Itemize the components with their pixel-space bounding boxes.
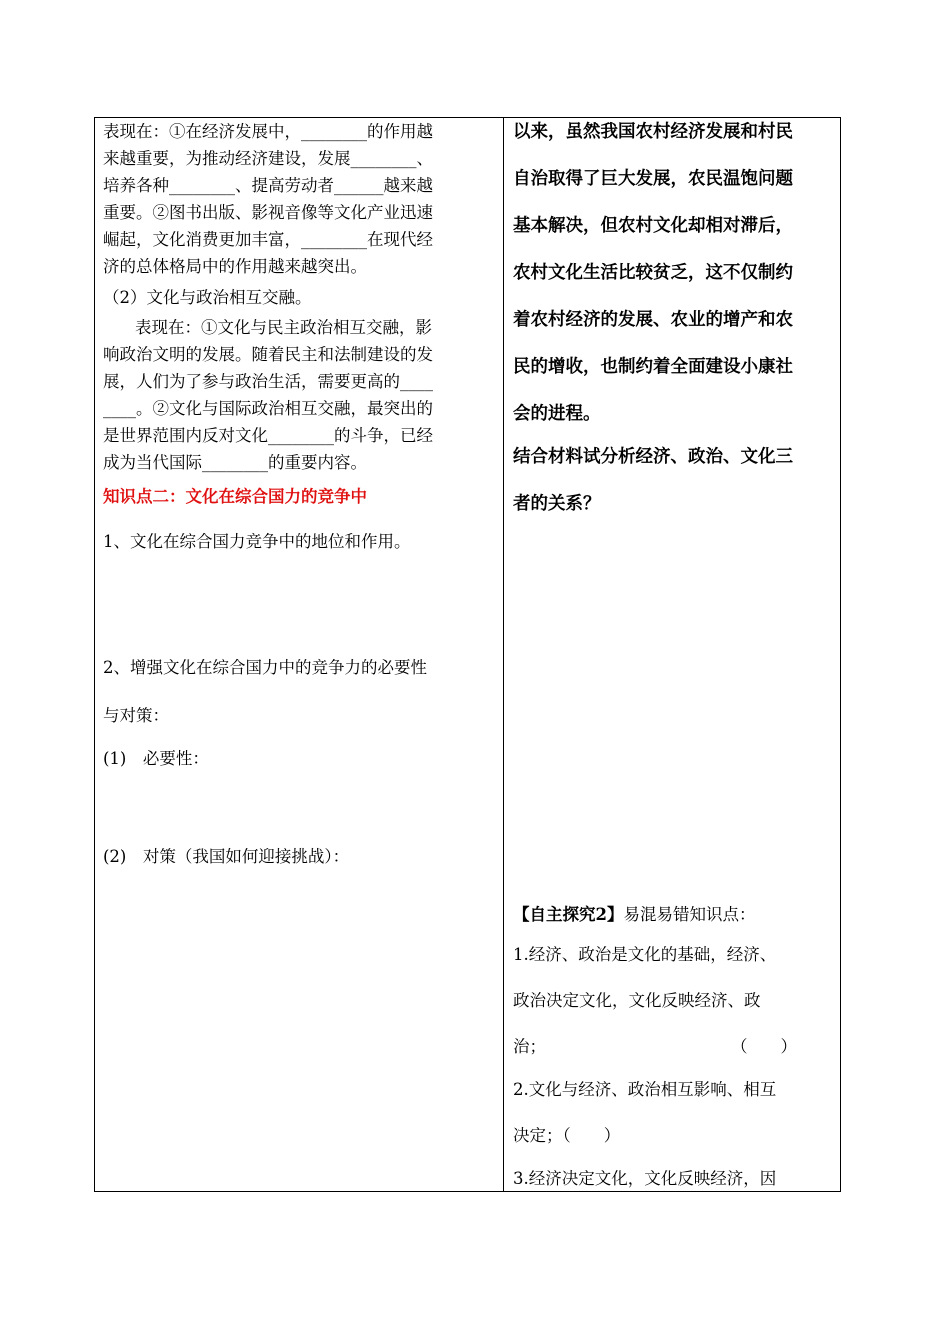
item-line: 治； xyxy=(513,1037,546,1056)
material-line: 以来，虽然我国农村经济发展和村民 xyxy=(513,122,793,142)
text-line: 崛起，文化消费更加丰富，________在现代经 xyxy=(103,230,433,249)
item-line: 政治决定文化，文化反映经济、政 xyxy=(513,991,761,1010)
question-2-b: (2) 对策（我国如何迎接挑战）： xyxy=(103,847,350,866)
material-line: 会的进程。 xyxy=(513,404,601,424)
material-line: 基本解决，但农村文化却相对滞后， xyxy=(513,216,793,236)
item-line: 1.经济、政治是文化的基础，经济、 xyxy=(513,945,777,964)
item-line: 2.文化与经济、政治相互影响、相互 xyxy=(513,1080,777,1099)
text-line: 是世界范围内反对文化________的斗争，已经 xyxy=(103,426,433,445)
material-line: 自治取得了巨大发展，农民温饱问题 xyxy=(513,169,793,189)
explore-heading-bold: 【自主探究2】 xyxy=(513,905,624,924)
text-line: 来越重要，为推动经济建设，发展________、 xyxy=(103,149,433,168)
material-line: 农村文化生活比较贫乏，这不仅制约 xyxy=(513,263,793,283)
column-divider xyxy=(503,118,504,1191)
text-line: 表现在：①文化与民主政治相互交融，影 xyxy=(135,318,432,337)
text-line: 响政治文明的发展。随着民主和法制建设的发 xyxy=(103,345,433,364)
material-line: 民的增收，也制约着全面建设小康社 xyxy=(513,357,793,377)
question-line: 结合材料试分析经济、政治、文化三 xyxy=(513,447,793,467)
question-line: 者的关系？ xyxy=(513,494,601,514)
item-line: 3.经济决定文化，文化反映经济，因 xyxy=(513,1169,777,1188)
question-2-cont: 与对策： xyxy=(103,706,169,725)
question-1: 1、文化在综合国力竞争中的地位和作用。 xyxy=(103,532,411,551)
subheading: （2）文化与政治相互交融。 xyxy=(103,288,312,307)
text-line: 成为当代国际________的重要内容。 xyxy=(103,453,367,472)
text-line: 重要。②图书出版、影视音像等文化产业迅速 xyxy=(103,203,433,222)
explore-heading-rest: 易混易错知识点： xyxy=(623,905,756,924)
item-line: 决定；（ ） xyxy=(513,1126,621,1145)
question-2: 2、增强文化在综合国力中的竞争力的必要性 xyxy=(103,658,427,677)
section-title: 知识点二：文化在综合国力的竞争中 xyxy=(103,487,367,506)
answer-paren: （ ） xyxy=(731,1037,797,1056)
text-line: 表现在：①在经济发展中，________的作用越 xyxy=(103,122,433,141)
question-2-a: (1) 必要性： xyxy=(103,749,209,768)
worksheet-table xyxy=(94,117,841,1192)
left-column xyxy=(103,118,495,1191)
text-line: ____。②文化与国际政治相互交融，最突出的 xyxy=(103,399,433,418)
right-column xyxy=(513,118,833,1191)
material-line: 着农村经济的发展、农业的增产和农 xyxy=(513,310,793,330)
text-line: 培养各种________、提高劳动者______越来越 xyxy=(103,176,433,195)
explore-heading xyxy=(513,907,755,924)
text-line: 展，人们为了参与政治生活，需要更高的____ xyxy=(103,372,433,391)
text-line: 济的总体格局中的作用越来越突出。 xyxy=(103,257,367,276)
